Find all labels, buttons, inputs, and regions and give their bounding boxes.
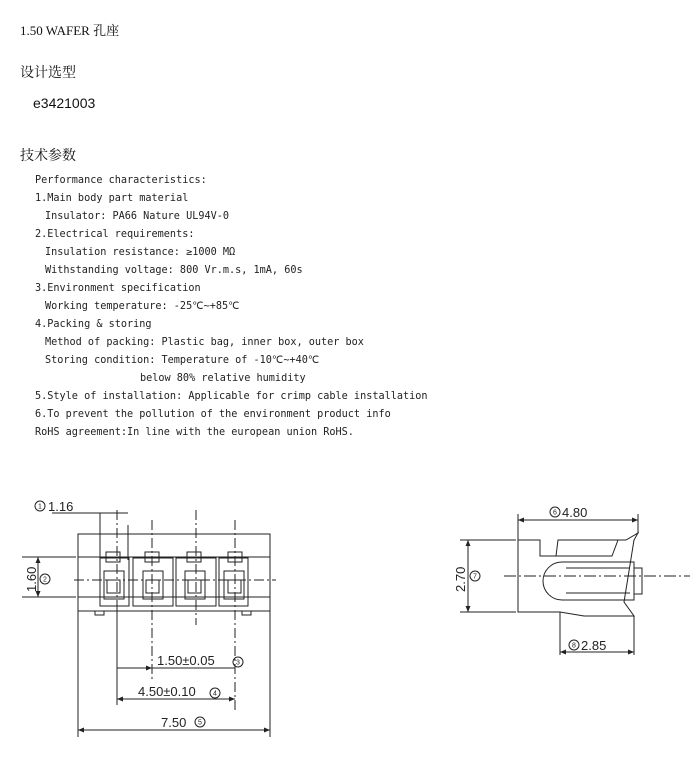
dim-callout-2: 2 (43, 576, 47, 584)
dim-value-7: 2.70 (453, 566, 468, 592)
side-view (453, 505, 690, 655)
section-heading-tech: 技术参数 (20, 148, 76, 164)
dim-value-4: 4.50±0.10 (138, 684, 196, 699)
dim-value-6: 4.80 (562, 505, 588, 520)
section-heading-design: 设计选型 (20, 65, 76, 81)
front-foot (95, 611, 104, 615)
spec-line: Storing condition: Temperature of -10℃~+40℃ (45, 355, 320, 366)
spec-line: Insulator: PA66 Nature UL94V-0 (45, 211, 230, 222)
spec-line: 4.Packing & storing (35, 319, 152, 330)
spec-line: 6.To prevent the pollution of the environment product info (35, 409, 391, 420)
spec-line: Performance characteristics: (35, 175, 207, 186)
page-title: 1.50 WAFER 孔座 (20, 23, 120, 38)
spec-line: 3.Environment specification (35, 283, 201, 294)
dim-callout-8: 8 (572, 642, 576, 650)
dim-callout-4: 4 (213, 690, 217, 698)
spec-line: Insulation resistance: ≥1000 MΩ (45, 247, 236, 258)
dim-callout-1: 1 (38, 503, 42, 511)
dim-callout-3: 3 (236, 659, 240, 667)
model-number: e3421003 (33, 95, 96, 111)
front-view (22, 499, 276, 737)
side-body-outline (518, 533, 638, 616)
dim-callout-6: 6 (553, 509, 557, 517)
dim-value-3: 1.50±0.05 (157, 653, 215, 668)
dim-value-1: 1.16 (48, 499, 74, 514)
dim-value-8: 2.85 (581, 638, 607, 653)
front-center-lines (74, 510, 276, 710)
dim-value-2: 1.60 (24, 566, 39, 592)
spec-line: 1.Main body part material (35, 193, 189, 204)
pin-cavities (100, 552, 248, 606)
spec-line: 2.Electrical requirements: (35, 229, 195, 240)
dim-callout-7: 7 (473, 573, 477, 581)
dim-callout-5: 5 (198, 719, 202, 727)
spec-line: 5.Style of installation: Applicable for crimp cable installation (35, 391, 428, 402)
spec-line: RoHS agreement:In line with the european union RoHS. (35, 427, 354, 438)
dim-value-5: 7.50 (161, 715, 187, 730)
spec-line: Working temperature: -25℃~+85℃ (45, 301, 240, 312)
spec-line: Method of packing: Plastic bag, inner box, outer box (45, 337, 364, 348)
spec-line: Withstanding voltage: 800 Vr.m.s, 1mA, 60s (45, 265, 303, 276)
side-body-recess (556, 540, 618, 556)
front-foot (242, 611, 251, 615)
spec-line: below 80% relative humidity (140, 373, 306, 384)
